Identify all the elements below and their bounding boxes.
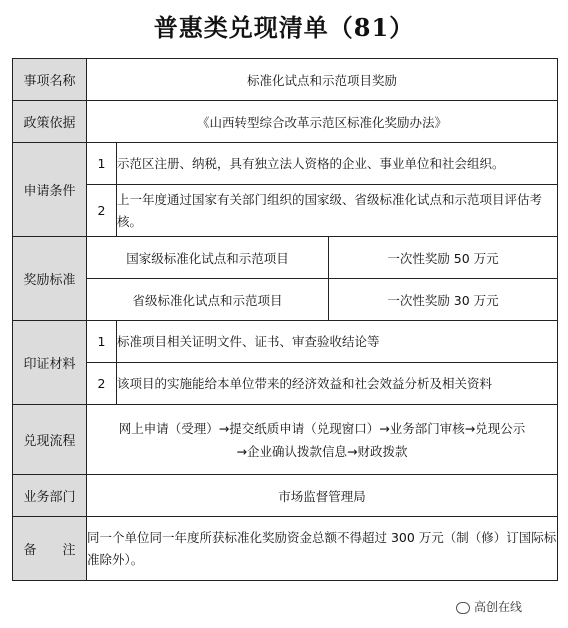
label-department: 业务部门: [13, 475, 87, 517]
label-process: 兑现流程: [13, 405, 87, 475]
reward-1-amount: 一次性奖励 50 万元: [329, 237, 558, 279]
row-material-2: [13, 363, 558, 405]
material-2-text: 该项目的实施能给本单位带来的经济效益和社会效益分析及相关资料: [117, 363, 558, 405]
condition-2-text: 上一年度通过国家有关部门组织的国家级、省级标准化试点和示范项目评估考核。: [117, 185, 558, 237]
row-reward-2: [13, 279, 558, 321]
material-1-text: 标准项目相关证明文件、证书、审查验收结论等: [117, 321, 558, 363]
reward-2-amount: 一次性奖励 30 万元: [329, 279, 558, 321]
watermark-text: 高创在线: [474, 600, 523, 614]
row-material-1: [13, 321, 558, 363]
condition-2-num: 2: [87, 185, 117, 237]
process-line-2: →企业确认拨款信息→财政拨款: [236, 443, 408, 459]
row-reward-1: [13, 237, 558, 279]
document-title: 普惠类兑现清单（81）: [153, 13, 415, 42]
process-line-1: 网上申请（受理）→提交纸质申请（兑现窗口）→业务部门审核→兑现公示: [118, 420, 526, 436]
value-policy-basis: 《山西转型综合改革示范区标准化奖励办法》: [87, 101, 558, 143]
watermark: [456, 598, 522, 615]
label-item-name: 事项名称: [13, 59, 87, 101]
label-conditions: 申请条件: [13, 143, 87, 237]
wechat-icon: [456, 602, 470, 614]
material-1-num: 1: [87, 321, 117, 363]
row-process: [13, 405, 558, 475]
row-condition-1: [13, 143, 558, 185]
value-remarks: 同一个单位同一年度所获标准化奖励资金总额不得超过 300 万元（制（修）订国际标准除外）。: [87, 517, 558, 581]
value-department: 市场监督管理局: [87, 475, 558, 517]
label-policy-basis: 政策依据: [13, 101, 87, 143]
condition-1-num: 1: [87, 143, 117, 185]
label-remarks: 备 注: [13, 517, 87, 581]
condition-1-text: 示范区注册、纳税，具有独立法人资格的企业、事业单位和社会组织。: [117, 143, 558, 185]
row-item-name: [13, 59, 558, 101]
material-2-num: 2: [87, 363, 117, 405]
reward-2-name: 省级标准化试点和示范项目: [87, 279, 329, 321]
label-reward: 奖励标准: [13, 237, 87, 321]
label-materials: 印证材料: [13, 321, 87, 405]
value-item-name: 标准化试点和示范项目奖励: [87, 59, 558, 101]
row-policy-basis: [13, 101, 558, 143]
row-condition-2: [13, 185, 558, 237]
process-flow: [87, 405, 558, 475]
row-department: [13, 475, 558, 517]
policy-table: [12, 58, 558, 581]
reward-1-name: 国家级标准化试点和示范项目: [87, 237, 329, 279]
row-remarks: [13, 517, 558, 581]
